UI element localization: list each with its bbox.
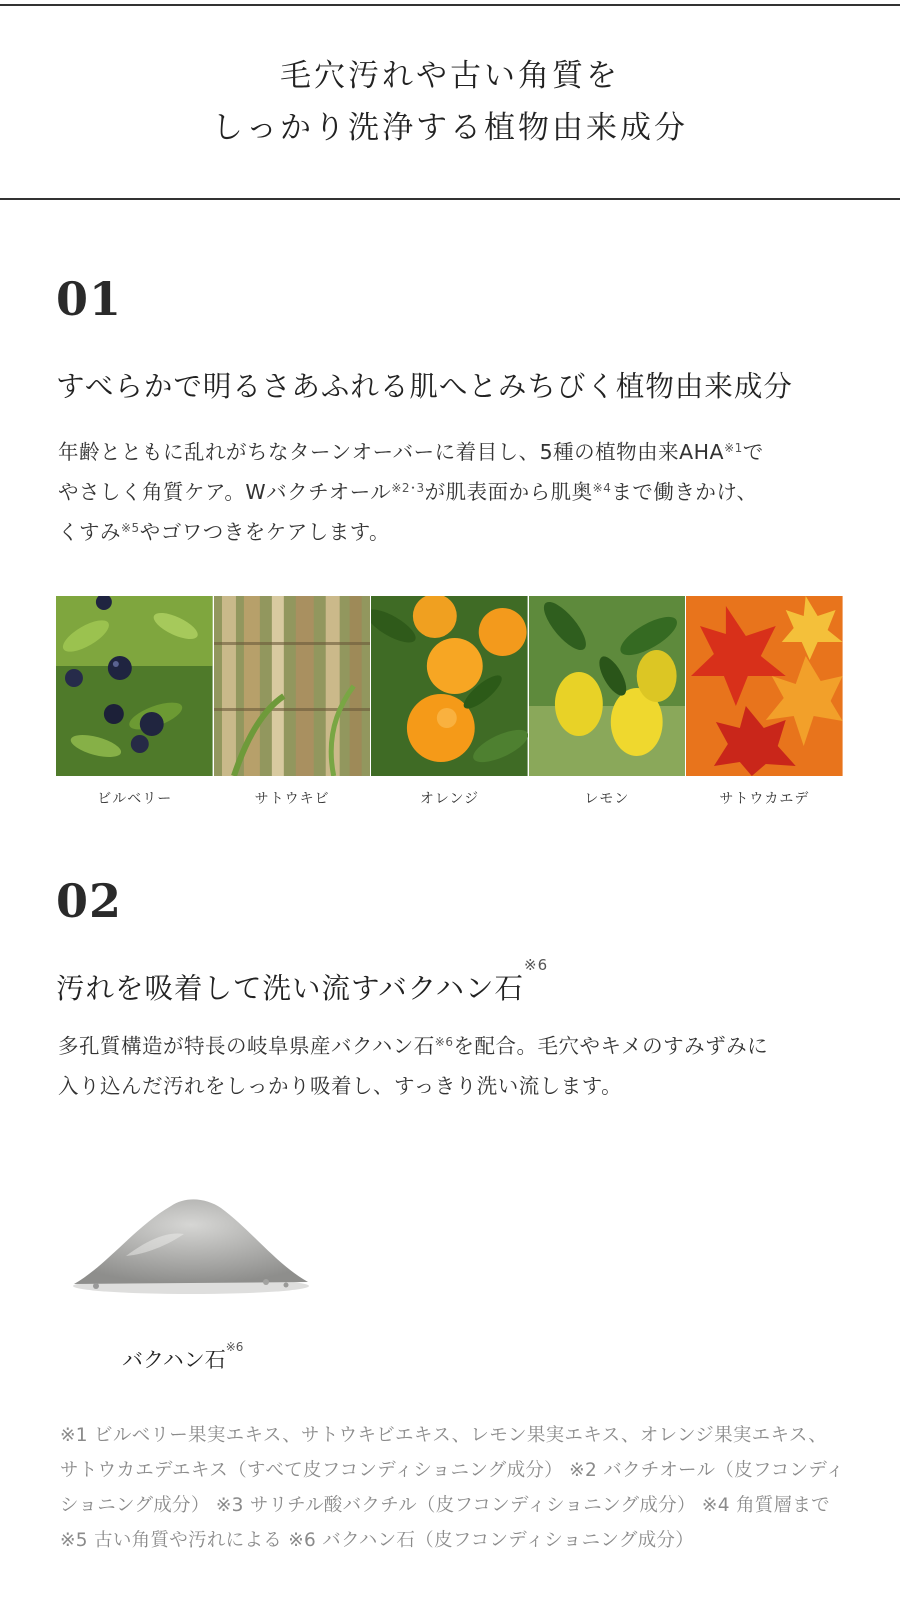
section-2-body-text: を配合。毛穴やキメのすみずみに [453, 1034, 769, 1058]
bakuhan-stone-label-sup: ※6 [225, 1340, 244, 1354]
section-1-body-text: が肌表面から肌奥 [424, 480, 593, 504]
section-1-body-text: やゴワつきをケアします。 [139, 520, 391, 544]
section-1-body-text: まで働きかけ、 [611, 480, 758, 504]
bakuhan-stone-label-text: バクハン石 [122, 1348, 226, 1372]
section-2-body-text: 入り込んだ汚れをしっかり吸着し、すっきり洗い流します。 [58, 1074, 623, 1098]
section-1-body-note-marker: ※1 [724, 441, 743, 455]
footnotes [60, 1418, 860, 1558]
section-1-body-text: 年齢とともに乱れがちなターンオーバーに着目し、5種の植物由来AHA [58, 440, 725, 464]
section-2-title-text: 汚れを吸着して洗い流すバクハン石 [56, 972, 525, 1005]
hero-title-line-2: しっかり洗浄する植物由来成分 [212, 110, 688, 146]
lemon-image [529, 596, 686, 776]
bakuhan-stone-image [66, 1186, 316, 1296]
section-2-body [58, 1026, 858, 1106]
plant-captions [56, 788, 843, 808]
section-2-number: 02 [56, 874, 123, 928]
footnote-line: サトウカエデエキス（すべて皮フコンディショニング成分） ※2 バクチオール（皮フコンディ [60, 1460, 845, 1481]
bakuhan-stone-label [122, 1340, 244, 1374]
section-2-body-text: 多孔質構造が特長の岐阜県産バクハン石 [58, 1034, 435, 1058]
caption-orange: オレンジ [419, 791, 480, 807]
footnote-line: ※1 ビルベリー果実エキス、サトウキビエキス、レモン果実エキス、オレンジ果実エキス、 [60, 1425, 828, 1446]
caption-sugarcane: サトウキビ [254, 791, 330, 807]
footnote-line: ※5 古い角質や汚れによる ※6 バクハン石（皮フコンディショニング成分） [60, 1530, 695, 1551]
maple-image [686, 596, 843, 776]
section-2-body-note-marker: ※6 [434, 1035, 454, 1049]
footnote-line: ショニング成分） ※3 サリチル酸バクチル（皮フコンディショニング成分） ※4 角質層まで [60, 1495, 830, 1516]
caption-maple: サトウカエデ [719, 791, 810, 807]
caption-bilberry: ビルベリー [97, 791, 173, 807]
section-1-number: 01 [56, 272, 123, 326]
section-1-body [58, 432, 858, 552]
section-1-body-note-marker: ※5 [121, 521, 140, 535]
orange-image [371, 596, 528, 776]
hero-banner [0, 4, 900, 200]
section-2-title-sup: ※6 [524, 956, 549, 974]
bilberry-image [56, 596, 213, 776]
section-1-body-note-marker: ※2･3 [391, 481, 425, 495]
section-1-body-text: で [742, 440, 764, 464]
hero-title-line-1: 毛穴汚れや古い角質を [280, 58, 620, 94]
caption-lemon: レモン [584, 791, 630, 807]
plant-image-strip [56, 596, 843, 776]
section-1-body-text: くすみ [58, 520, 121, 544]
section-2-title [56, 956, 549, 1007]
section-1-body-note-marker: ※4 [592, 481, 612, 495]
sugarcane-image [214, 596, 371, 776]
section-1-title: すべらかで明るさあふれる肌へとみちびく植物由来成分 [56, 370, 793, 403]
section-1-body-text: やさしく角質ケア。Wバクチオール [58, 480, 392, 504]
